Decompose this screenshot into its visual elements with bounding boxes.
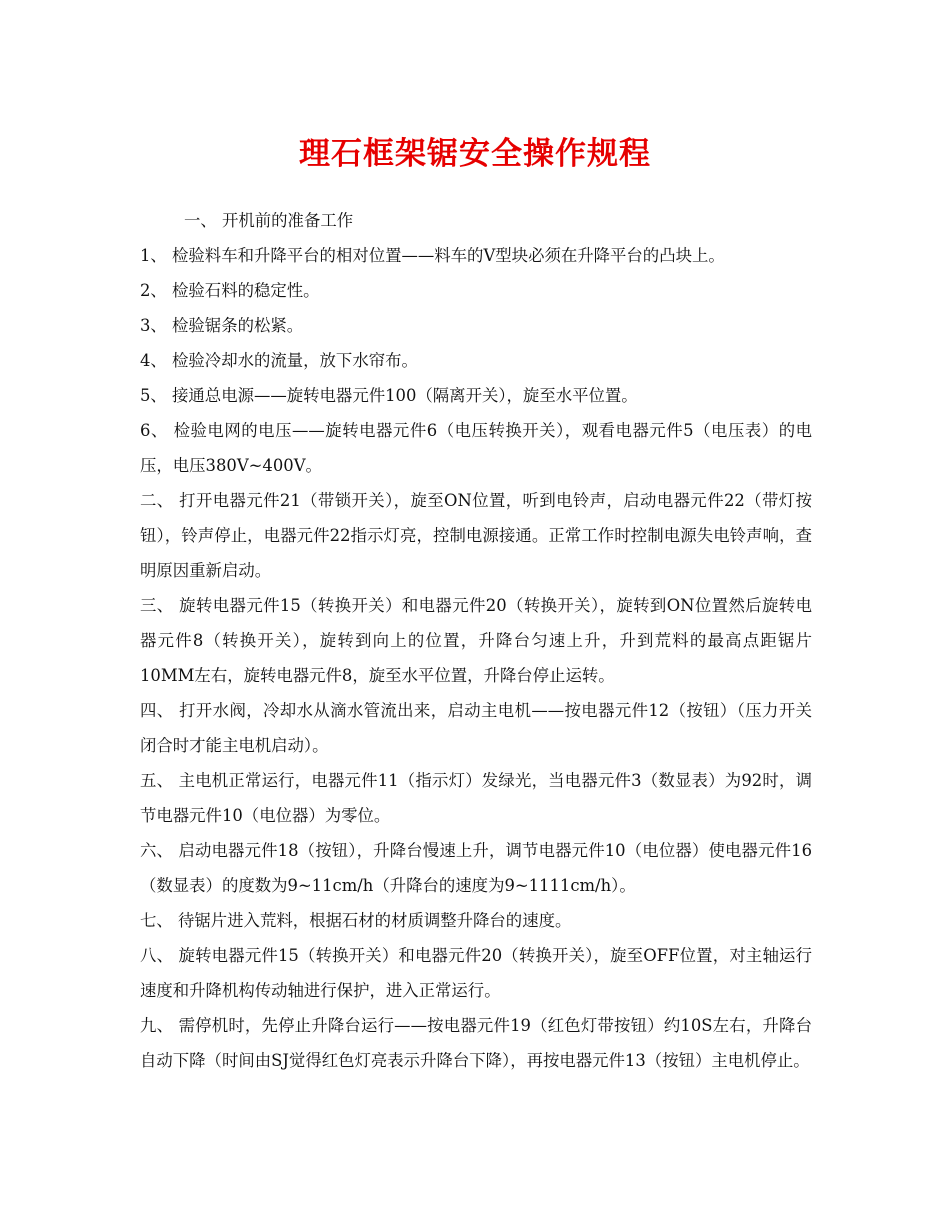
paragraph-item: 四、 打开水阀，冷却水从滴水管流出来，启动主电机——按电器元件12（按钮）（压力开关闭合时才能主电机启动）。 (140, 701, 812, 755)
paragraph-item: 6、 检验电网的电压——旋转电器元件6（电压转换开关），观看电器元件5（电压表）的电压，电压380V~400V。 (140, 421, 812, 475)
paragraph-item: 六、 启动电器元件18（按钮），升降台慢速上升，调节电器元件10（电位器）使电器元件16（数显表）的度数为9~11cm/h（升降台的速度为9~1111cm/h）。 (140, 841, 812, 895)
paragraph-item: 七、 待锯片进入荒料，根据石材的材质调整升降台的速度。 (140, 911, 572, 930)
paragraph-item: 三、 旋转电器元件15（转换开关）和电器元件20（转换开关），旋转到ON位置然后旋转电器元件8（转换开关），旋转到向上的位置，升降台匀速上升，升到荒料的最高点距锯片10MM左右，旋转电器元件8，旋至水平位置，升降台停止运转。 (140, 596, 812, 685)
paragraph-item: 2、 检验石料的稳定性。 (140, 281, 320, 300)
paragraph-item: 3、 检验锯条的松紧。 (140, 316, 304, 335)
document-title: 理石框架锯安全操作规程 (299, 136, 651, 172)
paragraph-item: 二、 打开电器元件21（带锁开关），旋至ON位置，听到电铃声，启动电器元件22（带灯按钮），铃声停止，电器元件22指示灯亮，控制电源接通。正常工作时控制电源失电铃声响，查明原因重新启动。 (140, 491, 812, 580)
paragraph-item: 5、 接通总电源——旋转电器元件100（隔离开关），旋至水平位置。 (140, 386, 638, 405)
document-body (140, 203, 812, 1078)
paragraph-item: 五、 主电机正常运行，电器元件11（指示灯）发绿光，当电器元件3（数显表）为92时，调节电器元件10（电位器）为零位。 (140, 771, 812, 825)
paragraph-item: 九、 需停机时，先停止升降台运行——按电器元件19（红色灯带按钮）约10S左右，升降台自动下降（时间由SJ觉得红色灯亮表示升降台下降），再按电器元件13（按钮）主电机停止。 (140, 1016, 812, 1070)
paragraph-item: 八、 旋转电器元件15（转换开关）和电器元件20（转换开关），旋至OFF位置，对主轴运行速度和升降机构传动轴进行保护，进入正常运行。 (140, 946, 812, 1000)
paragraph-item: 1、 检验料车和升降平台的相对位置——料车的V型块必须在升降平台的凸块上。 (140, 246, 725, 265)
section-heading: 一、 开机前的准备工作 (184, 211, 354, 230)
paragraph-item: 4、 检验冷却水的流量，放下水帘布。 (140, 351, 418, 370)
